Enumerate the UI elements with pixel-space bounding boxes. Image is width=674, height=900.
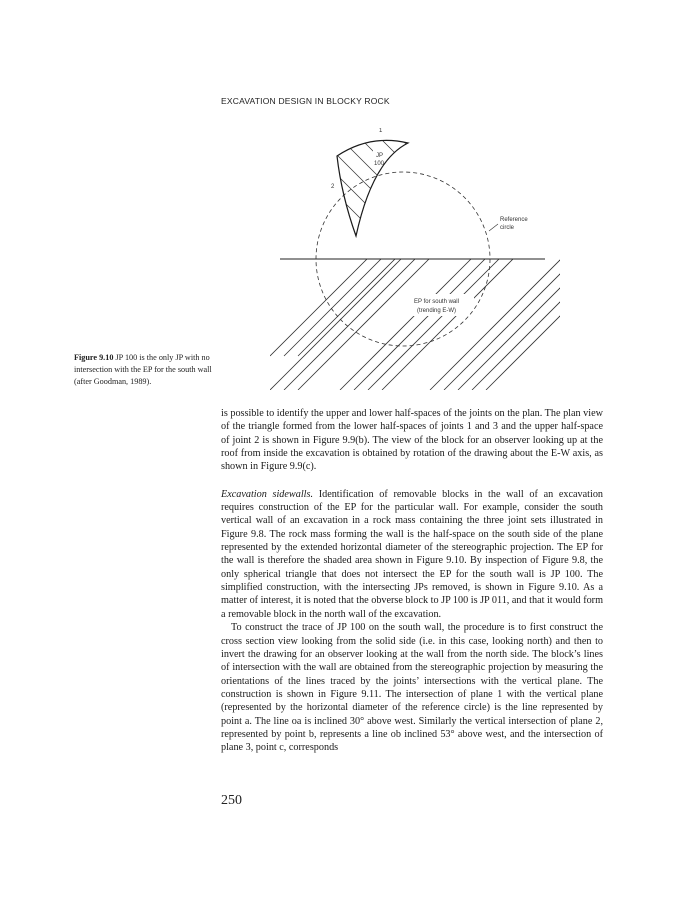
label-joint-1: 1 — [379, 128, 383, 134]
paragraph-2-body: Identification of removable blocks in the wall of an excavation requires construction of the EP for the particular wall. For example, consider the south vertical wall of an excavation in a rock mass containing the three joint sets illustrated in Figure 9.8. The rock mass forming the wall is the half-space on the south side of the plane represented by the extended horizontal diameter of the stereographic projection. The EP for the wall is therefore the shaded area shown in Figure 9.10. By inspection of Figure 9.8, the only spherical triangle that does not intersect the EP for the south wall is JP 100. The simplified construction, with the intersecting JPs removed, is shown in Figure 9.10. As a matter of interest, it is noted that the obverse block to JP 100 is JP 011, and that it would form a removable block in the north wall of the excavation. — [221, 488, 604, 620]
caption-label: Figure 9.10 — [74, 353, 114, 362]
stereographic-diagram — [270, 128, 560, 390]
section-heading-excavation-sidewalls: Excavation sidewalls. — [221, 488, 313, 500]
label-reference-line2: circle — [500, 225, 515, 231]
label-reference-line1: Reference — [500, 217, 528, 223]
label-jp-line1: JP — [376, 153, 384, 159]
paragraph-2 — [221, 488, 603, 621]
figure-9-10 — [270, 128, 560, 390]
jp-100-hatch — [270, 128, 460, 308]
body-text — [221, 407, 603, 755]
page-number: 250 — [221, 793, 242, 808]
paragraph-1: is possible to identify the upper and lower half-spaces of the joints on the plan. The plan view of the triangle formed from the lower half-spaces of joints 1 and 3 and the upper half-space of joint 2 is shown in Figure 9.9(b). The view of the block for an observer looking up at the roof from inside the excavation is obtained by rotation of the drawing about the E-W axis, as shown in Figure 9.9(c). — [221, 408, 603, 473]
paragraph-3: To construct the trace of JP 100 on the south wall, the procedure is to first construct the cross section view looking from the solid side (i.e. in this case, looking north) and then to invert the drawing for an observer looking at the wall from the north side. The block’s lines of intersection with the wall are obtained from the stereographic projection by measuring the orientations of the lines traced by the joints’ intersections with the vertical plane. The construction is shown in Figure 9.11. The intersection of plane 1 with the vertical plane (represented by the horizontal diameter of the reference circle) is the line represented by point a. The line oa is inclined 30° above west. Similarly the vertical intersection of plane 2, represented by point b, represents a line ob inclined 53° above west, and the intersection of plane 3, point c, corresponds — [221, 622, 603, 754]
label-ep-line2: (trending E-W) — [417, 308, 457, 314]
label-joint-2: 2 — [331, 184, 335, 190]
ep-hatch — [270, 156, 560, 390]
figure-caption — [74, 352, 224, 388]
caption-text: JP 100 is the only JP with no intersection with the EP for the south wall (after Goodman, 1989). — [74, 353, 212, 386]
label-ep-line1: EP for south wall — [414, 299, 459, 305]
jp-100-outline — [337, 140, 408, 236]
label-jp-line2: 100 — [374, 161, 385, 167]
reference-leader-line — [489, 224, 498, 231]
running-header: EXCAVATION DESIGN IN BLOCKY ROCK — [221, 96, 390, 106]
